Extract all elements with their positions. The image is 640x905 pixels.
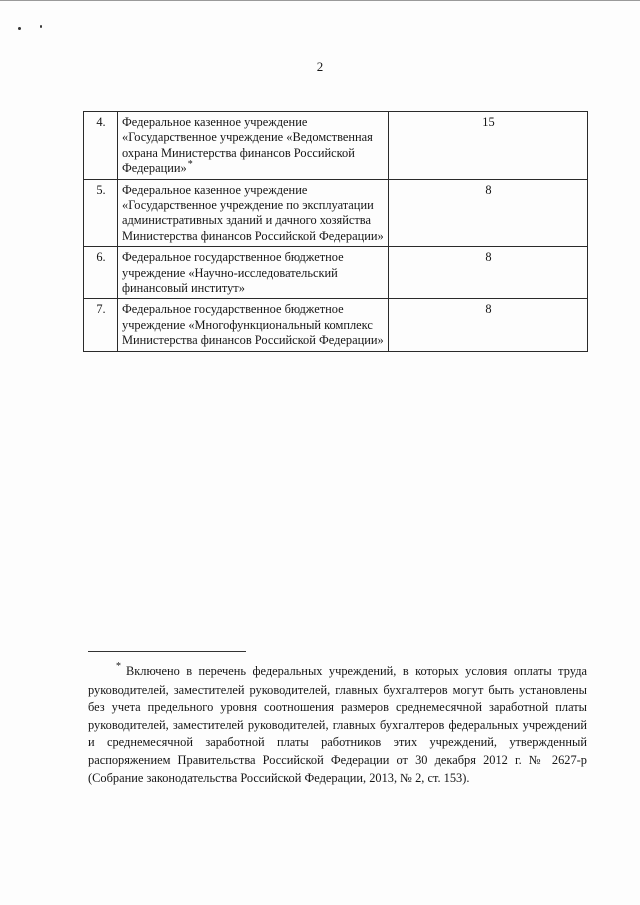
row-index: 6. [84,247,118,299]
scan-speck [40,25,42,28]
organization-name [118,179,389,247]
allocations-table [83,111,588,352]
row-value: 8 [389,247,588,299]
organization-name [118,299,389,351]
page-number: 2 [316,59,324,74]
footnote [88,663,587,787]
row-index: 4. [84,112,118,180]
organization-text: Федеральное казенное учреждение «Государственное учреждение по эксплуатации административных зданий и дачного хозяйства Министерства финансов Российской Федерации» [122,182,384,243]
row-value: 8 [389,299,588,351]
footnote-separator [88,651,246,652]
table-row [84,179,588,247]
footnote-text: Включено в перечень федеральных учреждений, в которых условия оплаты труда руководителей, заместителей руководителей, главных бухгалтеров могут быть установлены без учета предельного уровня соотношения размеров среднемесячной заработной платы руководителей, заместителей руководителей, главных бухгалтеров федеральных учреждений и среднемесячной заработной платы работников этих учреждений, утвержденный распоряжением Правительства Российской Федерации от 30 декабря 2012 г. № 2627-р (Собрание законодательства Российской Федерации, 2013, № 2, ст. 153). [88,664,587,785]
scan-top-edge-line [0,0,640,1]
row-index: 5. [84,179,118,247]
table-row [84,112,588,180]
row-value: 8 [389,179,588,247]
footnote-marker: * [116,661,121,672]
organization-name [118,247,389,299]
organization-name [118,112,389,180]
scan-speck [18,27,21,30]
table-row [84,247,588,299]
row-index: 7. [84,299,118,351]
organization-text: Федеральное государственное бюджетное учреждение «Многофункциональный комплекс Министерства финансов Российской Федерации» [122,302,384,348]
organization-text: Федеральное государственное бюджетное учреждение «Научно-исследовательский финансовый институт» [122,250,344,296]
row-value: 15 [389,112,588,180]
organization-text: Федеральное казенное учреждение «Государственное учреждение «Ведомственная охрана Министерства финансов Российской Федерации» [122,115,373,176]
footnote-reference: * [187,159,193,171]
table-row [84,299,588,351]
